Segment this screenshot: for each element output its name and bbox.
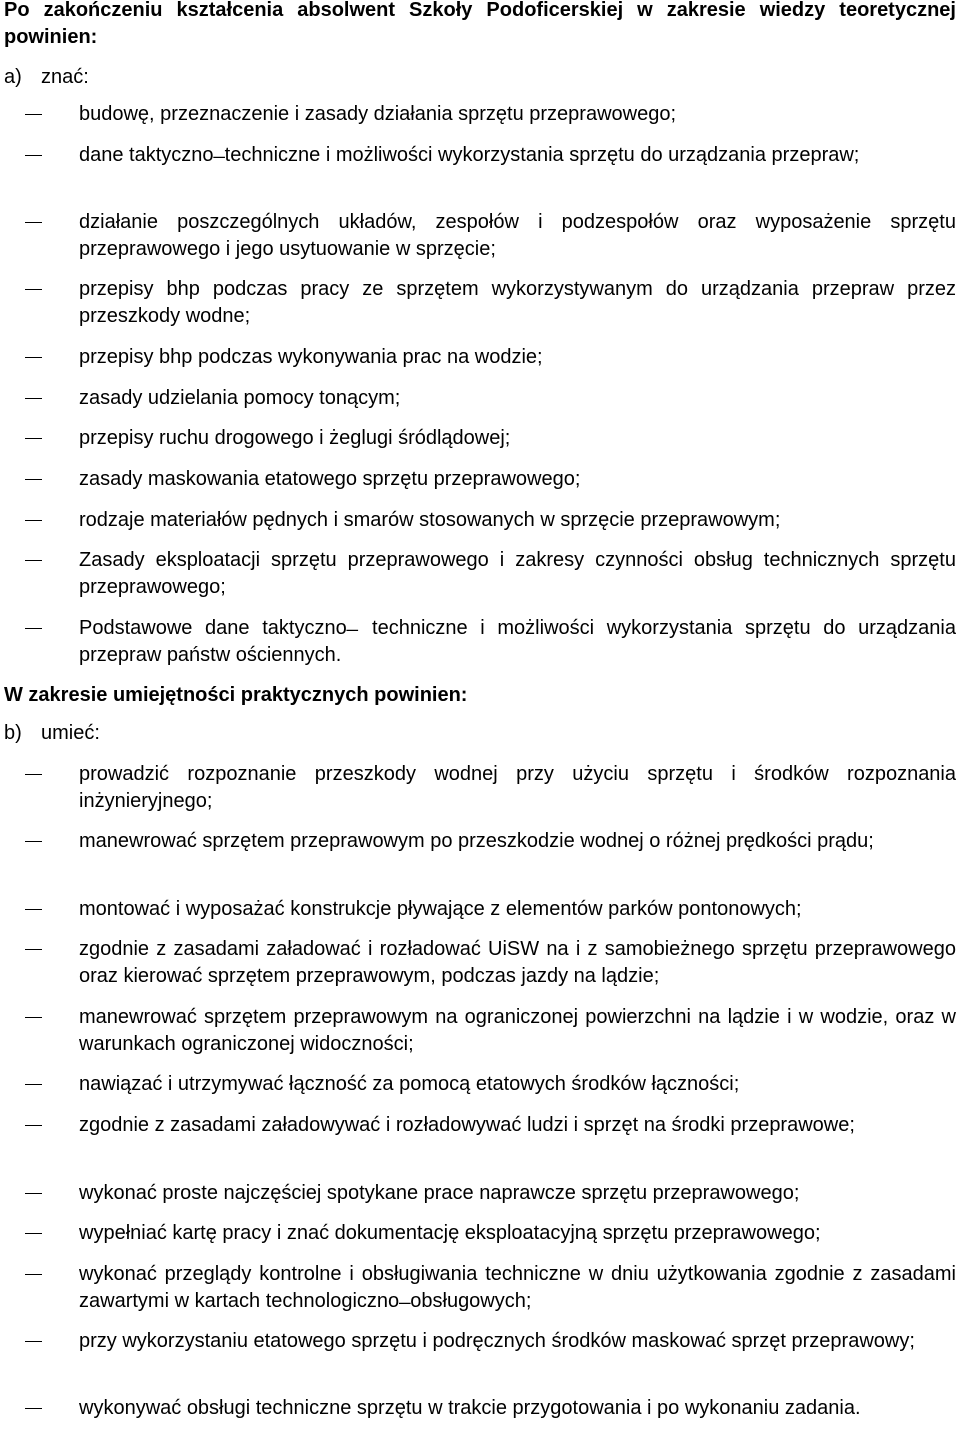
list-item-text: przy wykorzystaniu etatowego sprzętu i podręcznych środków maskować sprzęt przeprawowy; — [79, 1330, 915, 1352]
dash-bullet-icon — [25, 1341, 42, 1342]
list-item-text: montować i wyposażać konstrukcje pływające z elementów parków pontonowych; — [79, 898, 802, 920]
section-b-title: umieć: — [41, 722, 100, 744]
list-item-text: zgodnie z zasadami załadować i rozładować UiSW na i z samobieżnego sprzętu przeprawowego oraz kierować sprzętem przeprawowym, podczas jazdy na lądzie; — [79, 938, 956, 987]
list-item-text: nawiązać i utrzymywać łączność za pomocą etatowych środków łączności; — [79, 1073, 740, 1095]
list-item-text: prowadzić rozpoznanie przeszkody wodnej przy użyciu sprzętu i środków rozpoznania inżynieryjnego; — [79, 763, 956, 812]
dash-bullet-icon — [25, 909, 42, 910]
section-a-label — [4, 64, 89, 91]
dash-bullet-icon — [25, 1274, 42, 1275]
dash-bullet-icon — [25, 560, 42, 561]
list-item-text: zasady udzielania pomocy tonącym; — [79, 387, 401, 409]
dash-bullet-icon — [25, 1408, 42, 1409]
list-item-text: Podstawowe dane taktyczno ̶ techniczne i możliwości wykorzystania sprzętu do urządzania przepraw państw ościennych. — [79, 617, 956, 666]
list-item-text: manewrować sprzętem przeprawowym na ograniczonej powierzchni na lądzie i w wodzie, oraz w warunkach ograniczonej widoczności; — [79, 1006, 956, 1055]
dash-bullet-icon — [25, 438, 42, 439]
dash-bullet-icon — [25, 1017, 42, 1018]
dash-bullet-icon — [25, 1084, 42, 1085]
dash-bullet-icon — [25, 289, 42, 290]
dash-bullet-icon — [25, 479, 42, 480]
list-item-text: wykonać przeglądy kontrolne i obsługiwania techniczne w dniu użytkowania zgodnie z zasadami zawartymi w kartach technologiczno ̶ obsługowych; — [79, 1263, 956, 1312]
intro-paragraph: Po zakończeniu kształcenia absolwent Szkoły Podoficerskiej w zakresie wiedzy teoretycznej powinien: — [4, 0, 956, 48]
dash-bullet-icon — [25, 1125, 42, 1126]
section-b-label — [4, 720, 100, 747]
list-item-text: działanie poszczególnych układów, zespołów i podzespołów oraz wyposażenie sprzętu przeprawowego i jego usytuowanie w sprzęcie; — [79, 211, 956, 260]
list-item-text: wykonać proste najczęściej spotykane prace naprawcze sprzętu przeprawowego; — [79, 1182, 800, 1204]
dash-bullet-icon — [25, 520, 42, 521]
dash-bullet-icon — [25, 1233, 42, 1234]
dash-bullet-icon — [25, 357, 42, 358]
list-item-text: wypełniać kartę pracy i znać dokumentację eksploatacyjną sprzętu przeprawowego; — [79, 1222, 821, 1244]
list-item-text: wykonywać obsługi techniczne sprzętu w trakcie przygotowania i po wykonaniu zadania. — [79, 1397, 861, 1419]
list-item-text: przepisy bhp podczas pracy ze sprzętem wykorzystywanym do urządzania przepraw przez przeszkody wodne; — [79, 278, 956, 327]
section-b-letter: b) — [4, 722, 22, 744]
list-item-text: przepisy ruchu drogowego i żeglugi śródlądowej; — [79, 427, 511, 449]
list-item-text: zgodnie z zasadami załadowywać i rozładowywać ludzi i sprzęt na środki przeprawowe; — [79, 1114, 855, 1136]
list-item-text: dane taktyczno ̶ techniczne i możliwości wykorzystania sprzętu do urządzania przepraw; — [79, 144, 860, 166]
list-item-text: manewrować sprzętem przeprawowym po przeszkodzie wodnej o różnej prędkości prądu; — [79, 830, 874, 852]
dash-bullet-icon — [25, 155, 42, 156]
section-a-title: znać: — [41, 66, 89, 88]
dash-bullet-icon — [25, 949, 42, 950]
dash-bullet-icon — [25, 222, 42, 223]
practical-skills-heading: W zakresie umiejętności praktycznych powinien: — [4, 684, 468, 706]
dash-bullet-icon — [25, 1193, 42, 1194]
section-a-letter: a) — [4, 66, 22, 88]
dash-bullet-icon — [25, 841, 42, 842]
dash-bullet-icon — [25, 774, 42, 775]
dash-bullet-icon — [25, 628, 42, 629]
list-item-text: budowę, przeznaczenie i zasady działania sprzętu przeprawowego; — [79, 103, 677, 125]
list-item-text: przepisy bhp podczas wykonywania prac na wodzie; — [79, 346, 543, 368]
list-item-text: rodzaje materiałów pędnych i smarów stosowanych w sprzęcie przeprawowym; — [79, 509, 781, 531]
list-item-text: zasady maskowania etatowego sprzętu przeprawowego; — [79, 468, 581, 490]
dash-bullet-icon — [25, 398, 42, 399]
list-item-text: Zasady eksploatacji sprzętu przeprawowego i zakresy czynności obsług technicznych sprzętu przeprawowego; — [79, 549, 956, 598]
dash-bullet-icon — [25, 114, 42, 115]
